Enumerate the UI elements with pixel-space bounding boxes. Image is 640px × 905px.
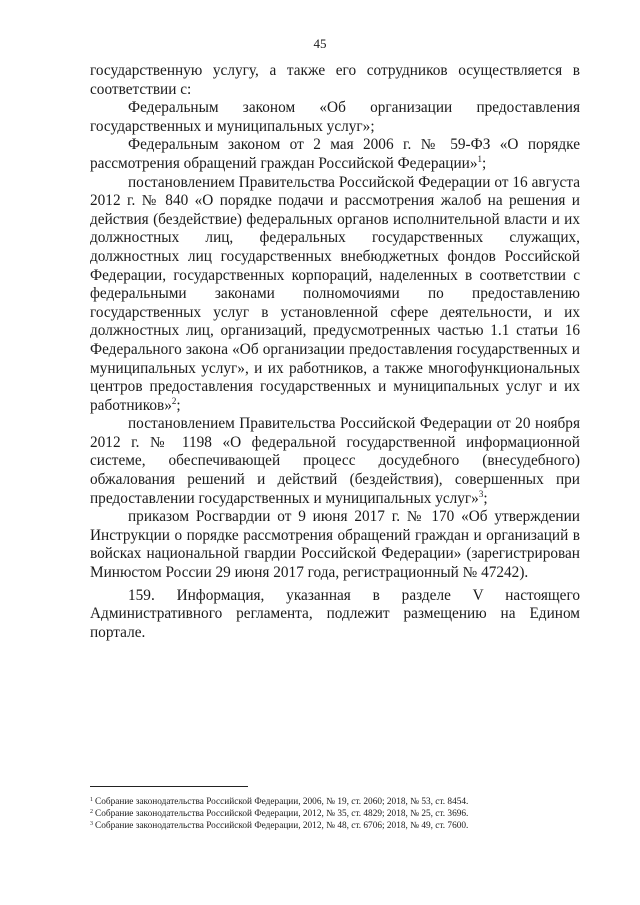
paragraph-text: Федеральным законом от 2 мая 2006 г. № 59-ФЗ «О порядке рассмотрения обращений граждан Российской Федерации» [90,136,580,172]
footnote-marker: 1 [90,797,93,803]
footnote-text: Собрание законодательства Российской Федерации, 2006, № 19, ст. 2060; 2018, № 53, ст. 8454. [95,797,469,807]
footnote-3 [90,820,590,832]
footnote-ref: 1 [477,153,482,164]
paragraph-ending: ; [483,489,488,507]
paragraph-law-59 [90,136,580,173]
paragraph-intro: государственную услугу, а также его сотрудников осуществляется в соответствии с: [90,62,580,98]
footnote-divider [90,786,248,787]
footnote-text: Собрание законодательства Российской Федерации, 2012, № 35, ст. 4829; 2018, № 25, ст. 3696. [95,809,469,819]
footnote-marker: 3 [90,821,93,827]
footnote-ref: 2 [171,395,177,406]
paragraph-law-210: Федеральным законом «Об организации предоставления государственных и муниципальных услуг»; [90,99,580,135]
footnote-1 [90,796,590,808]
paragraph-ending: ; [176,396,181,414]
paragraph-text: постановлением Правительства Российской Федерации от 20 ноября 2012 г. № 1198 «О федеральной государственной информационной системе, обеспечивающей процесс досудебного (внесудебного) обжалования решений и действий (бездействия), совершенных при предоставлении государственных и муниципальных услуг» [90,415,580,507]
paragraph-decree-840 [90,174,580,416]
document-body [90,62,580,642]
page-number: 45 [313,36,327,51]
paragraph-order-170: приказом Росгвардии от 9 июня 2017 г. № 170 «Об утверждении Инструкции о порядке рассмотрения обращений граждан и организаций в войсках национальной гвардии Российской Федерации» (зарегистрирован Минюстом России 29 июня 2017 года, регистрационный № 47242). [90,508,580,582]
footnotes [90,796,590,832]
footnote-2 [90,808,590,820]
paragraph-ending: ; [481,154,487,172]
paragraph-decree-1198 [90,415,580,508]
footnote-text: Собрание законодательства Российской Федерации, 2012, № 48, ст. 6706; 2018, № 49, ст. 7600. [95,821,469,831]
footnote-marker: 2 [90,809,93,815]
paragraph-item-159: 159. Информация, указанная в разделе V настоящего Административного регламента, подлежит размещению на Едином портале. [90,586,580,641]
footnote-ref: 3 [478,488,484,499]
paragraph-text: постановлением Правительства Российской Федерации от 16 августа 2012 г. № 840 «О порядке подачи и рассмотрения жалоб на решения и действия (бездействие) федеральных органов исполнительной власти и их должностных лиц, федеральных государственных служащих, должностных лиц государственных внебюджетных фондов Российской Федерации, государственных корпораций, наделенных в соответствии с федеральными законами полномочиями по предоставлению государственных услуг в установленной сфере деятельности, и их должностных лиц, организаций, предусмотренных частью 1.1 статьи 16 Федерального закона «Об организации предоставления государственных и муниципальных услуг», и их работников, а также многофункциональных центров предоставления государственных и муниципальных услуг и их работников» [90,173,580,414]
